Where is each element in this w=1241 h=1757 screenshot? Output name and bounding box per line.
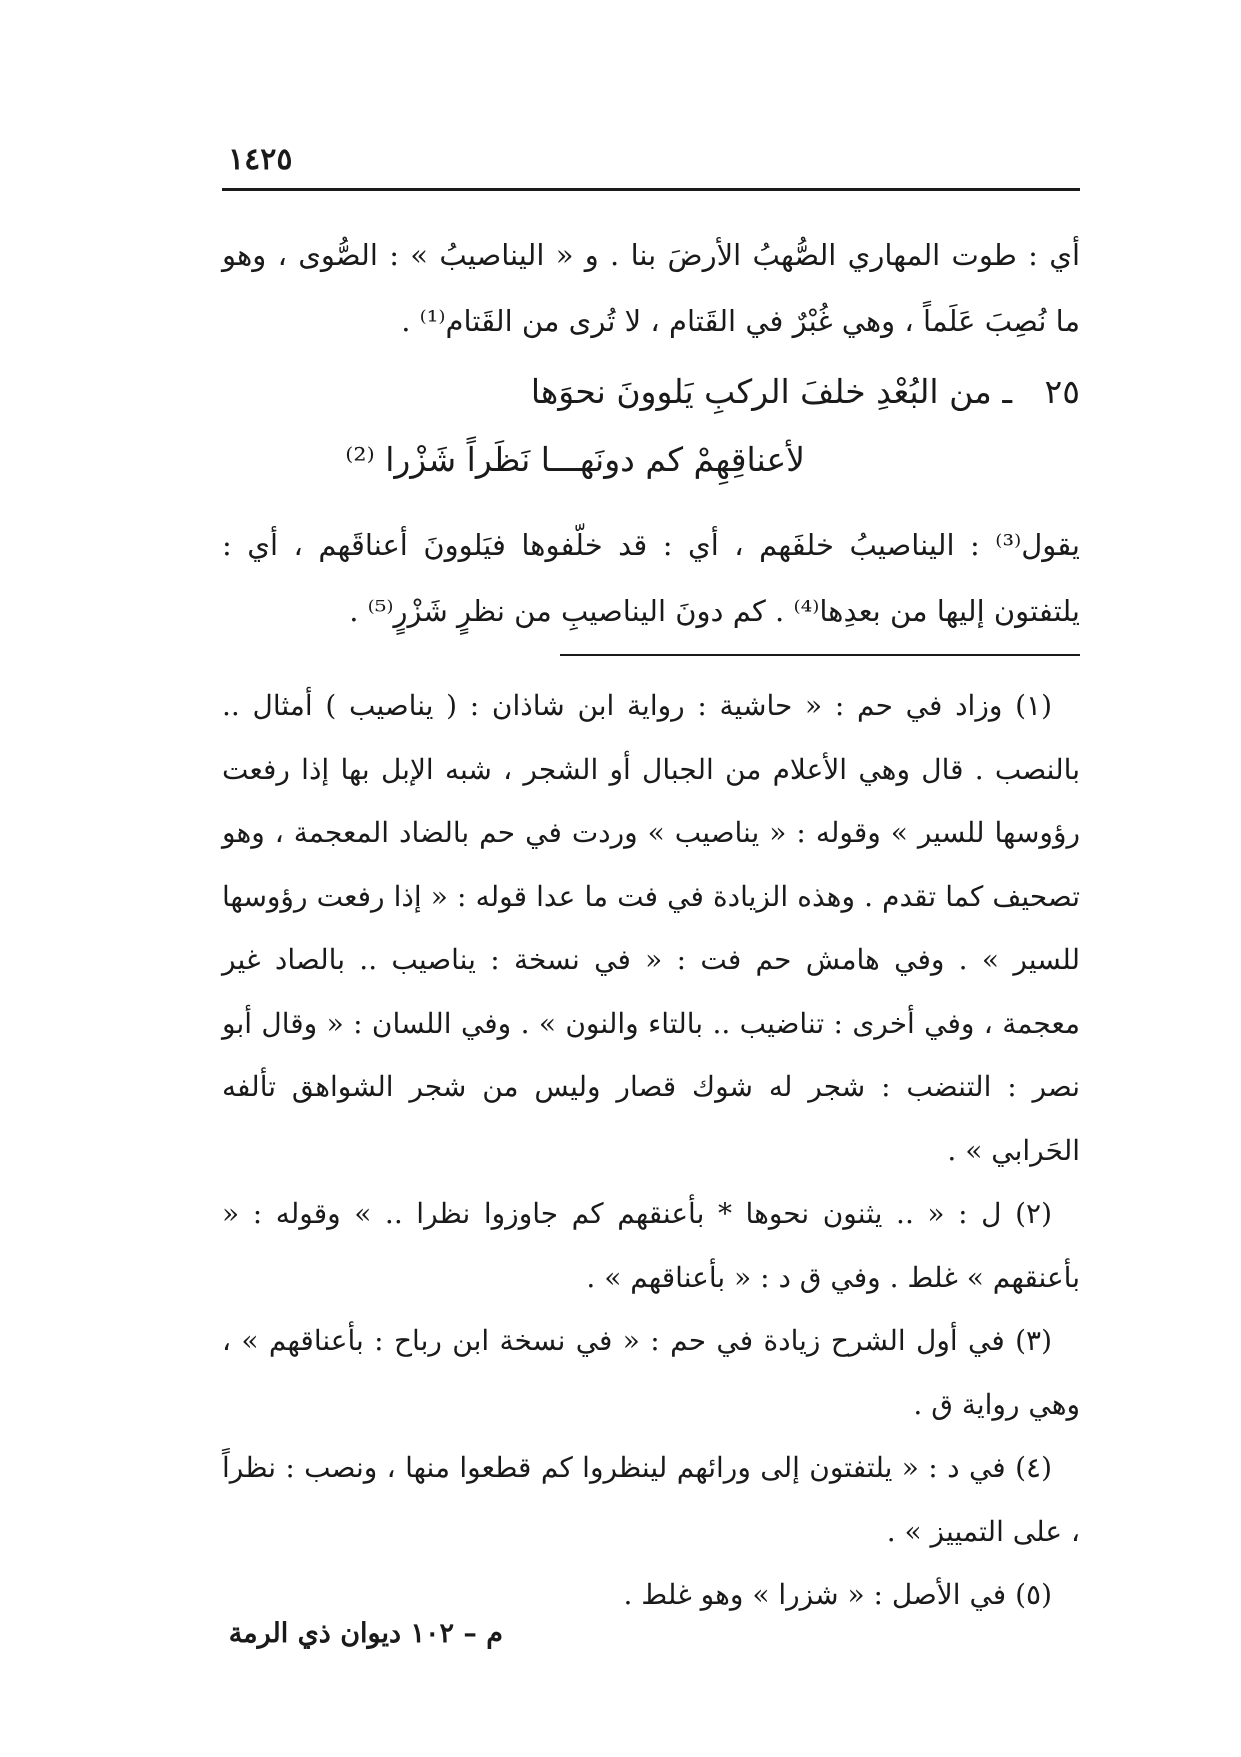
footnote-5 xyxy=(222,1563,1080,1627)
footnote-text: في أول الشرح زيادة في حم : « في نسخة ابن رباح : بأعناقهم » ، وهي رواية ق . xyxy=(222,1324,1080,1421)
verse-number: ٢٥ xyxy=(1044,372,1080,411)
footnote-number: (٥) xyxy=(1015,1578,1052,1611)
footnote-number: (١) xyxy=(1015,689,1052,722)
footnote-4 xyxy=(222,1436,1080,1563)
verse-first-hemistich xyxy=(531,372,1080,411)
footnote-text: وزاد في حم : « حاشية : رواية ابن شاذان : ( يناصيب ) أمثال .. بالنصب . قال وهي الأعلام من الجبال أو الشجر ، شبه الإبل بها إذا رفعت رؤوسها للسير » وقوله : « يناصيب » وردت في حم بالضاد المعجمة ، وهو تصحيف كما تقدم . وهذه الزيادة في فت ما عدا قوله : « إذا رفعت رؤوسها للسير » . وفي هامش حم فت : « في نسخة : يناصيب .. بالصاد غير معجمة ، وفي أخرى : تناضيب .. بالتاء والنون » . وفي اللسان : « وقال أبو نصر : التنضب : شجر له شوك قصار وليس من شجر الشواهق تألفه الحَرابي » . xyxy=(222,689,1080,1167)
verse-line-2-text: لأعناقِهِمْ كم دونَهـــا نَظَراً شَزْرا ⁽²⁾ xyxy=(345,440,805,479)
verse-line-1-text: من البُعْدِ خلفَ الركبِ يَلوونَ نحوَها xyxy=(530,372,992,411)
footnote-number: (٢) xyxy=(1015,1197,1053,1230)
footnote-3 xyxy=(222,1309,1080,1436)
footnote-rule xyxy=(560,654,1080,656)
commentary-top: أي : طوت المهاري الصُّهبُ الأرضَ بنا . و « اليناصيبُ » : الصُّوى ، وهو ما نُصِبَ عَلَماً ، وهي غُبْرٌ في القَتام ، لا تُرى من القَتام⁽¹⁾ . xyxy=(222,238,1080,338)
footnote-2 xyxy=(222,1182,1080,1309)
header-rule xyxy=(222,188,1080,191)
footnote-text: في الأصل : « شزرا » وهو غلط . xyxy=(623,1578,1007,1611)
footnote-number: (٣) xyxy=(1015,1324,1052,1357)
footnote-text: في د : « يلتفتون إلى ورائهم لينظروا كم قطعوا منها ، ونصب : نظراً ، على التمييز » . xyxy=(222,1451,1080,1548)
footnote-text: ل : « .. يثنون نحوها * بأعنقهم كم جاوزوا نظرا .. » وقوله : « بأعنقهم » غلط . وفي ق د : « بأعناقهم » . xyxy=(222,1197,1080,1294)
verse-dash: ـ xyxy=(1002,372,1013,411)
footnote-number: (٤) xyxy=(1015,1451,1052,1484)
footnote-1 xyxy=(222,674,1080,1182)
commentary-bottom: يقول⁽³⁾ : اليناصيبُ خلفَهم ، أي : قد خلّفوها فيَلوونَ أعناقَهم ، أي : يلتفتون إليها من بعدِها⁽⁴⁾ . كم دونَ اليناصيبِ من نظرٍ شَزْرٍ⁽⁵⁾ . xyxy=(222,528,1080,628)
page-number: ١٤٢٥ xyxy=(228,142,293,177)
verse-second-hemistich xyxy=(345,440,805,479)
footnotes-section xyxy=(222,674,1080,1627)
signature-line: م – ١٠٢ ديوان ذي الرمة xyxy=(228,1618,503,1649)
